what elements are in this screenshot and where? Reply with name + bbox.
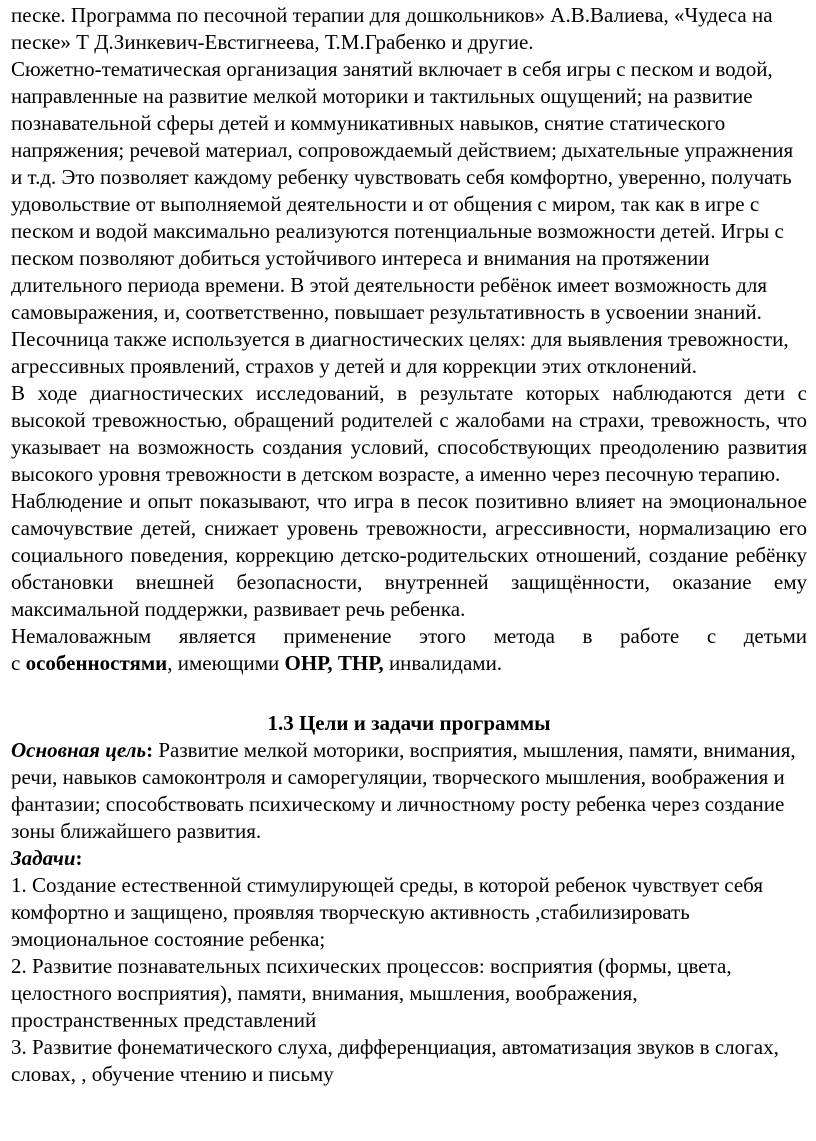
paragraph-importance-line2	[11, 650, 807, 677]
main-goal-text: Развитие мелкой моторики, восприятия, мышления, памяти, внимания, речи, навыков самоконтроля и саморегуляции, творческого мышления, воображения и фантазии; способствовать психическому и личностному росту ребенка через создание зоны ближайшего развития.	[11, 738, 796, 843]
task-item-3: 3. Развитие фонематического слуха, дифференциация, автоматизация звуков в слогах, словах, , обучение чтению и письму	[11, 1035, 779, 1086]
importance-end: инвалидами.	[383, 651, 503, 675]
task-item-2: 2. Развитие познавательных психических процессов: восприятия (формы, цвета, целостного восприятия), памяти, внимания, мышления, воображения, пространственных представлений	[11, 954, 732, 1032]
section-heading: 1.3 Цели и задачи программы	[267, 711, 551, 735]
paragraph-importance-line1: Немаловажным является применение этого метода в работе с детьми	[11, 624, 807, 648]
importance-bold-diagnoses: ОНР, ТНР,	[284, 651, 384, 675]
importance-bold-features: особенностями	[25, 651, 168, 675]
tasks-colon: :	[75, 846, 83, 870]
paragraph-observation: Наблюдение и опыт показывают, что игра в песок позитивно влияет на эмоциональное самочувствие детей, снижает уровень тревожности, агрессивности, нормализацию его социального поведения, коррекцию детско-родительских отношений, создание ребёнку обстановки внешней безопасности, внутренней защищённости, оказание ему максимальной поддержки, развивает речь ребенка.	[11, 489, 807, 621]
paragraph-diagnostics: Песочница также используется в диагностических целях: для выявления тревожности, агрессивных проявлений, страхов у детей и для коррекции этих отклонений.	[11, 327, 789, 378]
importance-middle: , имеющими	[167, 651, 285, 675]
document-page	[11, 2, 807, 1088]
task-item-1: 1. Создание естественной стимулирующей среды, в которой ребенок чувствует себя комфортно и защищено, проявляя творческую активность ,стабилизировать эмоциональное состояние ребенка;	[11, 873, 764, 951]
paragraph-main-goal	[11, 737, 807, 845]
tasks-label: Задачи	[11, 846, 76, 870]
paragraph-research: В ходе диагностических исследований, в результате которых наблюдаются дети с высокой тревожностью, обращений родителей с жалобами на страхи, тревожность, что указывает на возможность создания условий, способствующих преодолению развития высокого уровня тревожности в детском возрасте, а именно через песочную терапию.	[11, 381, 807, 486]
paragraph-organization: Сюжетно-тематическая организация занятий включает в себя игры с песком и водой, направленные на развитие мелкой моторики и тактильных ощущений; на развитие познавательной сферы детей и коммуникативных навыков, снятие статического напряжения; речевой материал, сопровождаемый действием; дыхательные упражнения и т.д. Это позволяет каждому ребенку чувствовать себя комфортно, уверенно, получать удовольствие от выполняемой деятельности и от общения с миром, так как в игре с песком и водой максимально реализуются потенциальные возможности детей. Игры с песком позволяют добиться устойчивого интереса и внимания на протяжении длительного периода времени. В этой деятельности ребёнок имеет возможность для самовыражения, и, соответственно, повышает результативность в усвоении знаний.	[11, 57, 794, 324]
blank-line	[11, 677, 807, 704]
paragraph-references: песке. Программа по песочной терапии для дошкольников» А.В.Валиева, «Чудеса на песке» Т Д.Зинкевич-Евстигнеева, Т.М.Грабенко и другие.	[11, 3, 773, 54]
main-goal-label: Основная цель	[11, 738, 147, 762]
paragraph-tasks-label	[11, 845, 807, 872]
main-goal-colon: :	[146, 738, 154, 762]
importance-prefix: с	[11, 651, 26, 675]
